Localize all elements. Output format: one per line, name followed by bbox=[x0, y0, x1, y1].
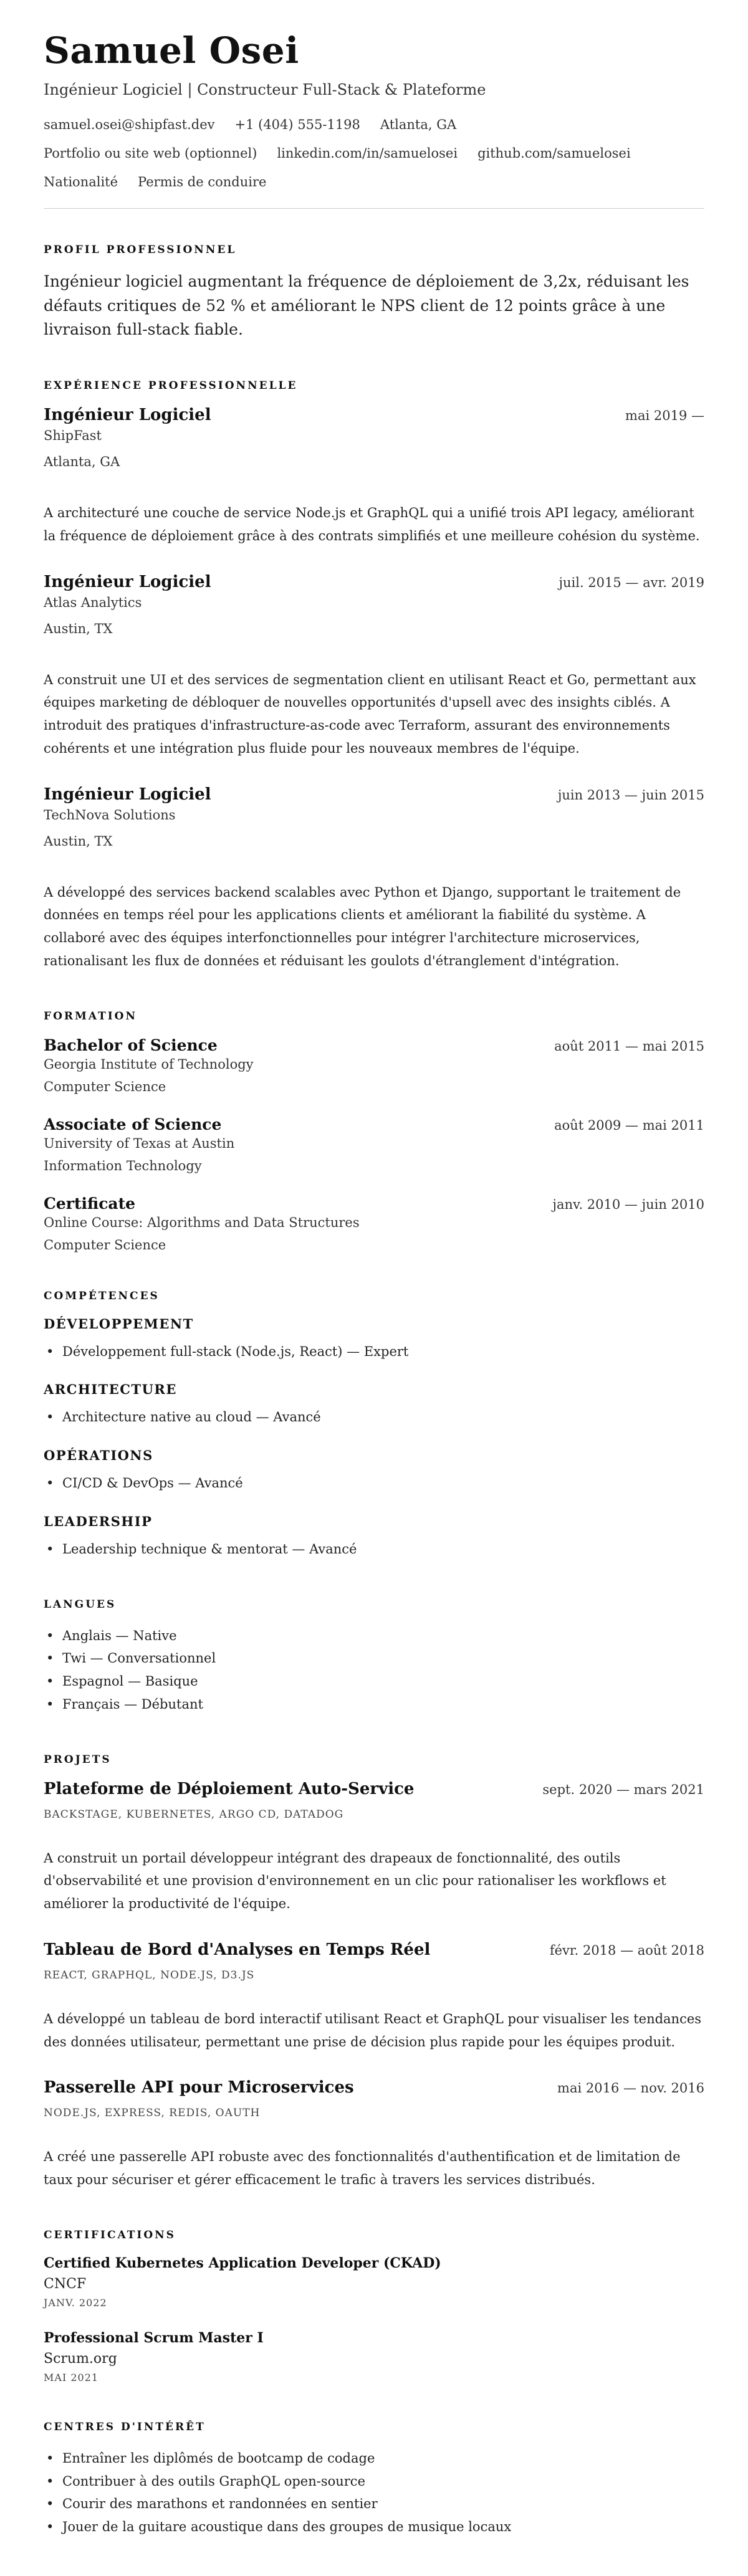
license-text: Permis de conduire bbox=[138, 174, 267, 189]
job-date: juil. 2015 — avr. 2019 bbox=[559, 575, 704, 590]
skill-item: • Leadership technique & mentorat — Avancé bbox=[44, 1538, 704, 1561]
education-date: août 2011 — mai 2015 bbox=[554, 1038, 704, 1054]
skill-list bbox=[44, 1472, 704, 1495]
contact-row-personal bbox=[44, 174, 704, 189]
interest-item: • Courir des marathons et randonnées en sentier bbox=[44, 2493, 704, 2516]
portfolio-link[interactable]: Portfolio ou site web (optionnel) bbox=[44, 145, 257, 161]
education-entry bbox=[44, 1195, 704, 1252]
skills-title: COMPÉTENCES bbox=[44, 1289, 160, 1302]
location-text: Atlanta, GA bbox=[380, 117, 457, 132]
certification-issuer: Scrum.org bbox=[44, 2350, 117, 2367]
project-entry bbox=[44, 1780, 704, 1915]
header-divider bbox=[44, 208, 704, 209]
school-name: Online Course: Algorithms and Data Structures bbox=[44, 1214, 360, 1230]
job-description: A construit une UI et des services de segmentation client en utilisant React et Go, permettant aux équipes marketing de débloquer de nouvelles opportunités d'upsell avec des insights ciblés. A introduit des pratiques d'infrastructure-as-code avec Terraform, assurant des environnements cohérents et une intégration plus fluide pour les nouveaux membres de l'équipe. bbox=[44, 672, 696, 756]
skill-group bbox=[44, 1316, 704, 1363]
project-description: A construit un portail développeur intégrant des drapeaux de fonctionnalité, des outils d'observabilité et une provision d'environnement en un clic pour rationaliser les workflows et améliorer la productivité de l'équipe. bbox=[44, 1850, 666, 1912]
project-name: Tableau de Bord d'Analyses en Temps Réel bbox=[44, 1940, 431, 1959]
education-entry-head bbox=[44, 1195, 704, 1213]
languages-section bbox=[44, 1598, 704, 1716]
certification-issuer: CNCF bbox=[44, 2276, 87, 2292]
project-entry bbox=[44, 1940, 704, 2054]
language-list bbox=[44, 1624, 704, 1716]
summary-section bbox=[44, 244, 704, 342]
projects-section bbox=[44, 1753, 704, 2192]
job-description: A architecturé une couche de service Node.js et GraphQL qui a unifié trois API legacy, améliorant la fréquence de déploiement grâce à des contrats simplifiés et une meilleure cohésion du système. bbox=[44, 505, 700, 543]
interest-item: • Entraîner les diplômés de bootcamp de codage bbox=[44, 2447, 704, 2470]
job-description: A développé des services backend scalables avec Python et Django, supportant le traitement de données en temps réel pour les applications clients et améliorant la fiabilité du système. A collaboré avec des équipes interfonctionnelles pour intégrer l'architecture microservices, rationalisant les flux de données et réduisant les goulots d'étranglement d'intégration. bbox=[44, 884, 681, 968]
experience-entry bbox=[44, 573, 704, 760]
education-entry-head bbox=[44, 1115, 704, 1133]
contact-row-links bbox=[44, 146, 704, 161]
nationality-text: Nationalité bbox=[44, 174, 118, 189]
project-entry bbox=[44, 2078, 704, 2192]
project-entry-head bbox=[44, 1940, 704, 1959]
project-name: Passerelle API pour Microservices bbox=[44, 2078, 354, 2097]
skill-category: LEADERSHIP bbox=[44, 1513, 153, 1529]
contact-row-primary bbox=[44, 117, 704, 132]
company-name: Atlas Analytics bbox=[44, 594, 142, 610]
project-tech: BACKSTAGE, KUBERNETES, ARGO CD, DATADOG bbox=[44, 1808, 344, 1821]
job-location: Austin, TX bbox=[44, 621, 113, 636]
skill-group bbox=[44, 1514, 704, 1561]
education-entry bbox=[44, 1036, 704, 1094]
skill-group bbox=[44, 1381, 704, 1429]
education-date: janv. 2010 — juin 2010 bbox=[552, 1196, 704, 1212]
project-date: mai 2016 — nov. 2016 bbox=[557, 2081, 704, 2096]
experience-entry-head bbox=[44, 406, 704, 424]
skill-item: • Architecture native au cloud — Avancé bbox=[44, 1406, 704, 1429]
skill-category: ARCHITECTURE bbox=[44, 1381, 177, 1398]
job-date: mai 2019 — bbox=[625, 408, 704, 424]
experience-entry bbox=[44, 406, 704, 548]
project-description: A développé un tableau de bord interactif utilisant React et GraphQL pour visualiser les tendances des données utilisateur, permettant une prise de décision plus rapide pour les équipes produit. bbox=[44, 2011, 702, 2049]
language-item: • Anglais — Native bbox=[44, 1624, 704, 1648]
certification-entry bbox=[44, 2255, 704, 2309]
experience-title: EXPÉRIENCE PROFESSIONNELLE bbox=[44, 379, 298, 393]
skill-item: • Développement full-stack (Node.js, React) — Expert bbox=[44, 1340, 704, 1363]
project-tech: NODE.JS, EXPRESS, REDIS, OAUTH bbox=[44, 2107, 261, 2120]
job-location: Atlanta, GA bbox=[44, 454, 120, 470]
certifications-title: CERTIFICATIONS bbox=[44, 2228, 176, 2241]
project-entry-head bbox=[44, 2078, 704, 2097]
degree-title: Bachelor of Science bbox=[44, 1036, 218, 1054]
languages-title: LANGUES bbox=[44, 1598, 117, 1611]
interest-item: • Jouer de la guitare acoustique dans des groupes de musique locaux bbox=[44, 2516, 704, 2539]
company-name: ShipFast bbox=[44, 428, 102, 444]
interests-section bbox=[44, 2421, 704, 2539]
education-section bbox=[44, 1010, 704, 1252]
education-title: FORMATION bbox=[44, 1009, 138, 1023]
summary-text: Ingénieur logiciel augmentant la fréquence de déploiement de 3,2x, réduisant les défauts critiques de 52 % et améliorant le NPS client de 12 points grâce à une livraison full-stack fiable. bbox=[44, 272, 689, 339]
school-name: Georgia Institute of Technology bbox=[44, 1056, 254, 1072]
job-location: Austin, TX bbox=[44, 833, 113, 849]
experience-entry-head bbox=[44, 785, 704, 804]
candidate-name: Samuel Osei bbox=[44, 29, 299, 72]
experience-section bbox=[44, 379, 704, 973]
certification-entry bbox=[44, 2330, 704, 2383]
skill-group bbox=[44, 1448, 704, 1495]
project-description: A créé une passerelle API robuste avec des fonctionnalités d'authentification et de limitation de taux pour sécuriser et gérer efficacement le trafic à travers les services distribués. bbox=[44, 2149, 681, 2188]
project-name: Plateforme de Déploiement Auto-Service bbox=[44, 1779, 415, 1798]
company-name: TechNova Solutions bbox=[44, 807, 176, 823]
headline: Ingénieur Logiciel | Constructeur Full-Stack & Plateforme bbox=[44, 80, 486, 98]
interests-title: CENTRES D'INTÉRÊT bbox=[44, 2420, 206, 2433]
skills-section bbox=[44, 1290, 704, 1561]
interest-item: • Contribuer à des outils GraphQL open-source bbox=[44, 2470, 704, 2493]
certification-name: Certified Kubernetes Application Developer (CKAD) bbox=[44, 2254, 441, 2271]
education-entry-head bbox=[44, 1036, 704, 1054]
language-item: • Espagnol — Basique bbox=[44, 1670, 704, 1693]
school-name: University of Texas at Austin bbox=[44, 1135, 235, 1151]
interest-list bbox=[44, 2447, 704, 2539]
language-item: • Français — Débutant bbox=[44, 1693, 704, 1716]
education-date: août 2009 — mai 2011 bbox=[554, 1117, 704, 1133]
linkedin-link[interactable]: linkedin.com/in/samuelosei bbox=[277, 145, 458, 161]
phone-text: +1 (404) 555-1198 bbox=[234, 117, 360, 132]
email-link[interactable]: samuel.osei@shipfast.dev bbox=[44, 117, 215, 132]
project-entry-head bbox=[44, 1780, 704, 1798]
github-link[interactable]: github.com/samuelosei bbox=[477, 145, 631, 161]
job-title: Ingénieur Logiciel bbox=[44, 785, 211, 804]
project-tech: REACT, GRAPHQL, NODE.JS, D3.JS bbox=[44, 1968, 255, 1982]
certification-date: JANV. 2022 bbox=[44, 2296, 107, 2309]
language-item: • Twi — Conversationnel bbox=[44, 1647, 704, 1670]
field-of-study: Computer Science bbox=[44, 1079, 166, 1094]
experience-entry-head bbox=[44, 573, 704, 591]
education-entry bbox=[44, 1115, 704, 1173]
skill-category: OPÉRATIONS bbox=[44, 1448, 153, 1464]
field-of-study: Information Technology bbox=[44, 1158, 202, 1173]
job-title: Ingénieur Logiciel bbox=[44, 572, 211, 591]
skill-list bbox=[44, 1538, 704, 1561]
skill-category: DÉVELOPPEMENT bbox=[44, 1315, 194, 1332]
resume-header bbox=[44, 31, 704, 189]
project-date: févr. 2018 — août 2018 bbox=[549, 1942, 704, 1958]
project-date: sept. 2020 — mars 2021 bbox=[542, 1782, 704, 1797]
summary-title: PROFIL PROFESSIONNEL bbox=[44, 243, 237, 256]
skill-list bbox=[44, 1340, 704, 1363]
skill-item: • CI/CD & DevOps — Avancé bbox=[44, 1472, 704, 1495]
job-title: Ingénieur Logiciel bbox=[44, 406, 211, 425]
job-date: juin 2013 — juin 2015 bbox=[557, 787, 704, 803]
certification-date: MAI 2021 bbox=[44, 2371, 99, 2383]
certifications-section bbox=[44, 2229, 704, 2383]
field-of-study: Computer Science bbox=[44, 1237, 166, 1252]
experience-entry bbox=[44, 785, 704, 973]
degree-title: Certificate bbox=[44, 1194, 136, 1213]
certification-name: Professional Scrum Master I bbox=[44, 2329, 264, 2346]
projects-title: PROJETS bbox=[44, 1753, 112, 1766]
degree-title: Associate of Science bbox=[44, 1115, 222, 1133]
skill-list bbox=[44, 1406, 704, 1429]
